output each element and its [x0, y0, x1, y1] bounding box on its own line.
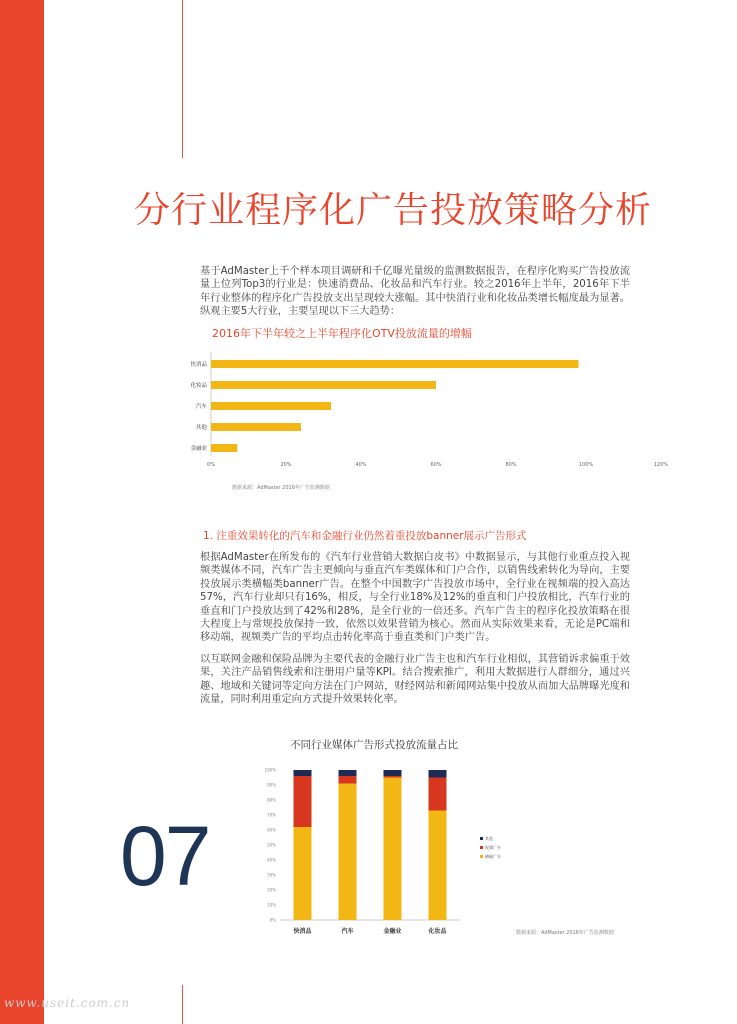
category-label: 汽车	[195, 404, 207, 410]
segment-3-1	[429, 778, 447, 811]
footer-watermark: www.useit.com.cn	[4, 996, 131, 1010]
segment-1-0	[339, 784, 357, 921]
x-tick-label: 80%	[505, 462, 517, 468]
category-label: 汽车	[341, 928, 354, 935]
x-tick-label: 120%	[653, 462, 669, 468]
category-label: 化妆品	[428, 928, 447, 935]
segment-3-2	[429, 770, 447, 778]
y-tick-label: 60%	[267, 827, 276, 833]
section-paragraph-2: 以互联网金融和保险品牌为主要代表的金融行业广告主也和汽车行业相似，其营销诉求偏重于效果，关注产品销售线索和注册用户量等KPI。结合搜索推广，利用大数据进行人群细分，通过兴趣、地域和关键词等定向方法在门户网站，财经网站和新闻网站集中投放从而加大品牌曝光度和流量，同时利用重定向方式提升效果转化率。	[200, 654, 630, 706]
top-divider-line	[182, 0, 183, 158]
category-label: 快消品	[293, 928, 312, 935]
legend-swatch	[480, 855, 483, 858]
category-label: 快消品	[190, 362, 207, 368]
bar-3	[211, 423, 301, 431]
chart2-source: 数据来源：AdMaster 2016年广告监测数据	[516, 930, 614, 936]
bar-4	[211, 444, 237, 452]
segment-0-0	[294, 827, 312, 920]
x-tick-label: 60%	[430, 462, 442, 468]
y-tick-label: 30%	[267, 872, 276, 878]
category-label: 化妆品	[190, 383, 207, 389]
legend-label: 横幅广告	[485, 854, 501, 859]
y-tick-label: 40%	[267, 857, 276, 863]
y-tick-label: 50%	[267, 842, 276, 848]
bar-2	[211, 402, 331, 410]
x-tick-label: 40%	[355, 462, 367, 468]
x-tick-label: 20%	[280, 462, 292, 468]
y-tick-label: 70%	[267, 812, 276, 818]
page-number: 07	[120, 809, 210, 903]
segment-3-0	[429, 811, 447, 921]
segment-0-1	[294, 776, 312, 827]
y-tick-label: 20%	[267, 887, 276, 893]
section-heading: 1. 注重效果转化的汽车和金融行业仍然着重投放banner展示广告形式	[203, 530, 527, 542]
intro-paragraph: 基于AdMaster上千个样本项目调研和千亿曝光量级的监测数据报告，在程序化购买广告投放流量上位列Top3的行业是：快速消费品、化妆品和汽车行业。较之2016年上半年，2016年下半年行业整体的程序化广告投放支出呈现较大涨幅。其中快消行业和化妆品类增长幅度最为显著。纵观主要5大行业，主要呈现以下三大趋势：	[200, 266, 630, 318]
legend-swatch	[480, 846, 483, 849]
left-accent-bar	[0, 0, 44, 1024]
legend-label: 其他	[485, 836, 493, 841]
growth-bar-chart	[180, 350, 680, 470]
chart1-title: 2016年下半年较之上半年程序化OTV投放流量的增幅	[212, 327, 472, 340]
y-tick-label: 100%	[264, 767, 276, 773]
ad-format-stacked-chart	[240, 760, 540, 940]
chart1-source: 数据来源：AdMaster 2016年广告监测数据	[232, 485, 330, 491]
section-paragraph-1: 根据AdMaster在所发布的《汽车行业营销大数据白皮书》中数据显示，与其他行业重点投入视频类媒体不同，汽车广告主更倾向与垂直汽车类媒体和门户合作，以销售线索转化为导向，主要投放展示类横幅类banner广告。在整个中国数字广告投放市场中，全行业在视频端的投入高达57%，汽车行业却只有16%，相反，与全行业18%及12%的垂直和门户投放相比，汽车行业的垂直和门户投放达到了42%和28%，是全行业的一倍还多。汽车广告主的程序化投放策略在很大程度上与常规投放保持一致，依然以效果营销为核心。然而从实际效果来看，无论是PC端和移动端，视频类广告的平均点击转化率高于垂直类和门户类广告。	[200, 552, 630, 644]
category-label: 其他	[195, 425, 207, 431]
legend-swatch	[480, 837, 483, 840]
bar-1	[211, 381, 436, 389]
y-tick-label: 90%	[267, 782, 276, 788]
page-title: 分行业程序化广告投放策略分析	[134, 190, 653, 231]
x-tick-label: 0%	[207, 462, 215, 468]
bottom-divider-line	[182, 985, 183, 1024]
category-label: 金融业	[383, 928, 402, 935]
x-tick-label: 100%	[578, 462, 594, 468]
segment-2-1	[384, 776, 402, 778]
segment-0-2	[294, 770, 312, 776]
segment-1-2	[339, 770, 357, 776]
bar-0	[211, 360, 579, 368]
y-tick-label: 80%	[267, 797, 276, 803]
chart2-title: 不同行业媒体广告形式投放流量占比	[290, 739, 458, 751]
y-tick-label: 0%	[269, 917, 276, 923]
legend-label: 视频广告	[485, 845, 501, 850]
segment-2-2	[384, 770, 402, 776]
segment-1-1	[339, 776, 357, 784]
y-tick-label: 10%	[267, 902, 276, 908]
category-label: 金融业	[190, 446, 207, 452]
segment-2-0	[384, 778, 402, 921]
